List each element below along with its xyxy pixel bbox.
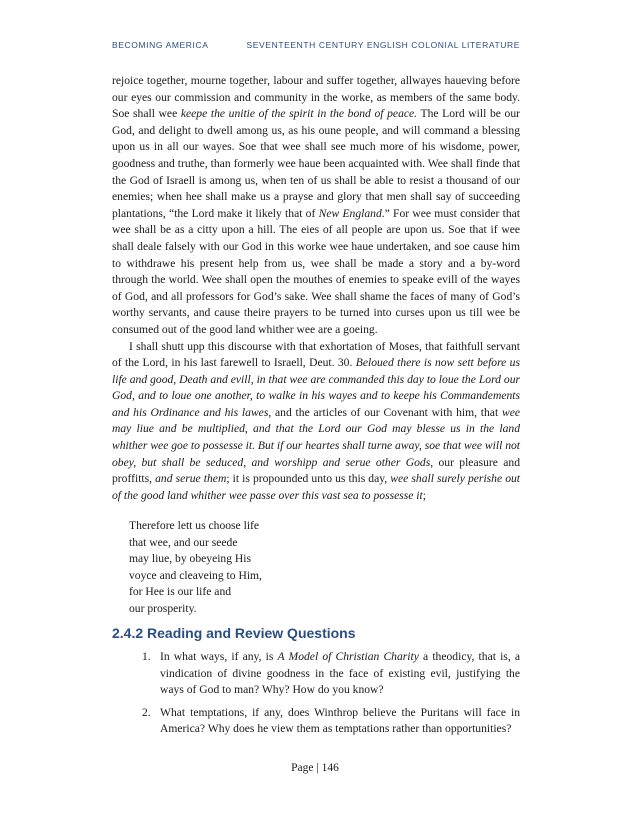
p2-italic-f: and serue them <box>155 472 227 486</box>
poem-line: that wee, and our seede <box>129 535 238 549</box>
header-chapter-title: SEVENTEENTH CENTURY ENGLISH COLONIAL LITERATURE <box>246 40 520 50</box>
poem-line: our prosperity. <box>129 601 197 615</box>
header-book-title: BECOMING AMERICA <box>112 40 209 50</box>
running-header <box>112 40 520 50</box>
p1-text-c: The Lord will be our God, and delight to dwell among us, as his oune people, and will command a blessing upon us in all our wayes. Soe that wee shall see much more of his wisdome, power, goodness and truthe, than formerly wee haue been acquainted with. Wee shall finde that the God of Israell is among us, when ten of us shall be able to resist a thousand of our enemies; when hee shall make us a prayse and glory that men shall say of succeeding plantations, “the Lord make it likely that of <box>112 107 520 220</box>
p2-text-g: ; it is propounded unto us this day, <box>226 472 391 486</box>
p2-italic-d: wee may liue and be multiplied, and that the Lord our God may blesse us in the land whither wee goe to possesse it. But if our heartes shall turne away, soe that wee will not obey, but shall be seduced, and worshipp and serue other Gods <box>112 405 521 469</box>
p2-italic-h: wee shall surely perishe out of the good land whither wee passe over this vast sea to possesse it <box>112 472 521 502</box>
poem-line: voyce and cleaveing to Him, <box>129 568 262 582</box>
paragraph-2 <box>112 339 520 505</box>
question-number: 1. <box>142 650 151 663</box>
p2-italic-b: Beloued there is now sett before us life and good, Death and evill, in that wee are commanded this day to loue the Lord our God, and to loue one another, to walke in his wayes and to keepe his Commandements and his Ordinance and his lawes <box>112 356 520 419</box>
p1-text-e: .” For wee must consider that wee shall be as a citty upon a hill. The eies of all people are upon us. Soe that if wee shall deale falsely with our God in this worke wee haue undertaken, and soe cause him to withdrawe his present help from us, wee shall be made a story and a by-word through the world. Wee shall open the mouthes of enemies to speake evill of the wayes of God, and all professors for God’s sake. Wee shall shame the faces of many of God’s worthy servants, and cause theire prayers to be turned into curses upon us till wee be consumed out of the good land whither wee are a goeing. <box>112 206 521 336</box>
paragraph-1 <box>112 73 520 339</box>
page-footer <box>0 762 630 774</box>
poem-line: Therefore lett us choose life <box>129 519 260 532</box>
poem-line: for Hee is our life and <box>129 585 232 599</box>
block-quote-poem <box>129 518 379 618</box>
section-heading: 2.4.2 Reading and Review Questions <box>112 625 356 641</box>
question-item <box>112 705 520 738</box>
p2-text-i: ; <box>422 488 426 502</box>
review-questions-list <box>112 649 520 744</box>
question-item <box>112 649 520 699</box>
p1-italic-d: New England <box>318 206 382 220</box>
question-text: In what ways, if any, is <box>160 650 278 663</box>
page-number: Page | 146 <box>291 762 339 774</box>
body-text <box>112 73 520 504</box>
p1-italic-b: keepe the unitie of the spirit in the bond of peace. <box>180 107 418 121</box>
question-text: a theodicy, that is, a vindication of divine goodness in the face of existing evil, justifying the ways of God to man? Why? How do you know? <box>160 650 521 697</box>
question-text: What temptations, if any, does Winthrop believe the Puritans will face in America? Why does he view them as temptations rather than opportunities? <box>160 705 520 736</box>
p1-text-a: rejoice together, mourne together, labour and suffer together, allwayes haueving before our eyes our commission and community in the worke, as members of the same body. Soe shall wee <box>112 74 520 121</box>
question-italic-title: A Model of Christian Charity <box>277 650 419 663</box>
p2-text-e: , our pleasure and proffitts, <box>112 455 520 486</box>
question-number: 2. <box>142 705 151 719</box>
p2-text-a: I shall shutt upp this discourse with that exhortation of Moses, that faithfull servant of the Lord, in his last farewell to Israell, Deut. 30. <box>112 339 520 370</box>
poem-line: may liue, by obeyeing His <box>129 552 252 566</box>
p2-text-c: , and the articles of our Covenant with him, that <box>268 405 502 419</box>
